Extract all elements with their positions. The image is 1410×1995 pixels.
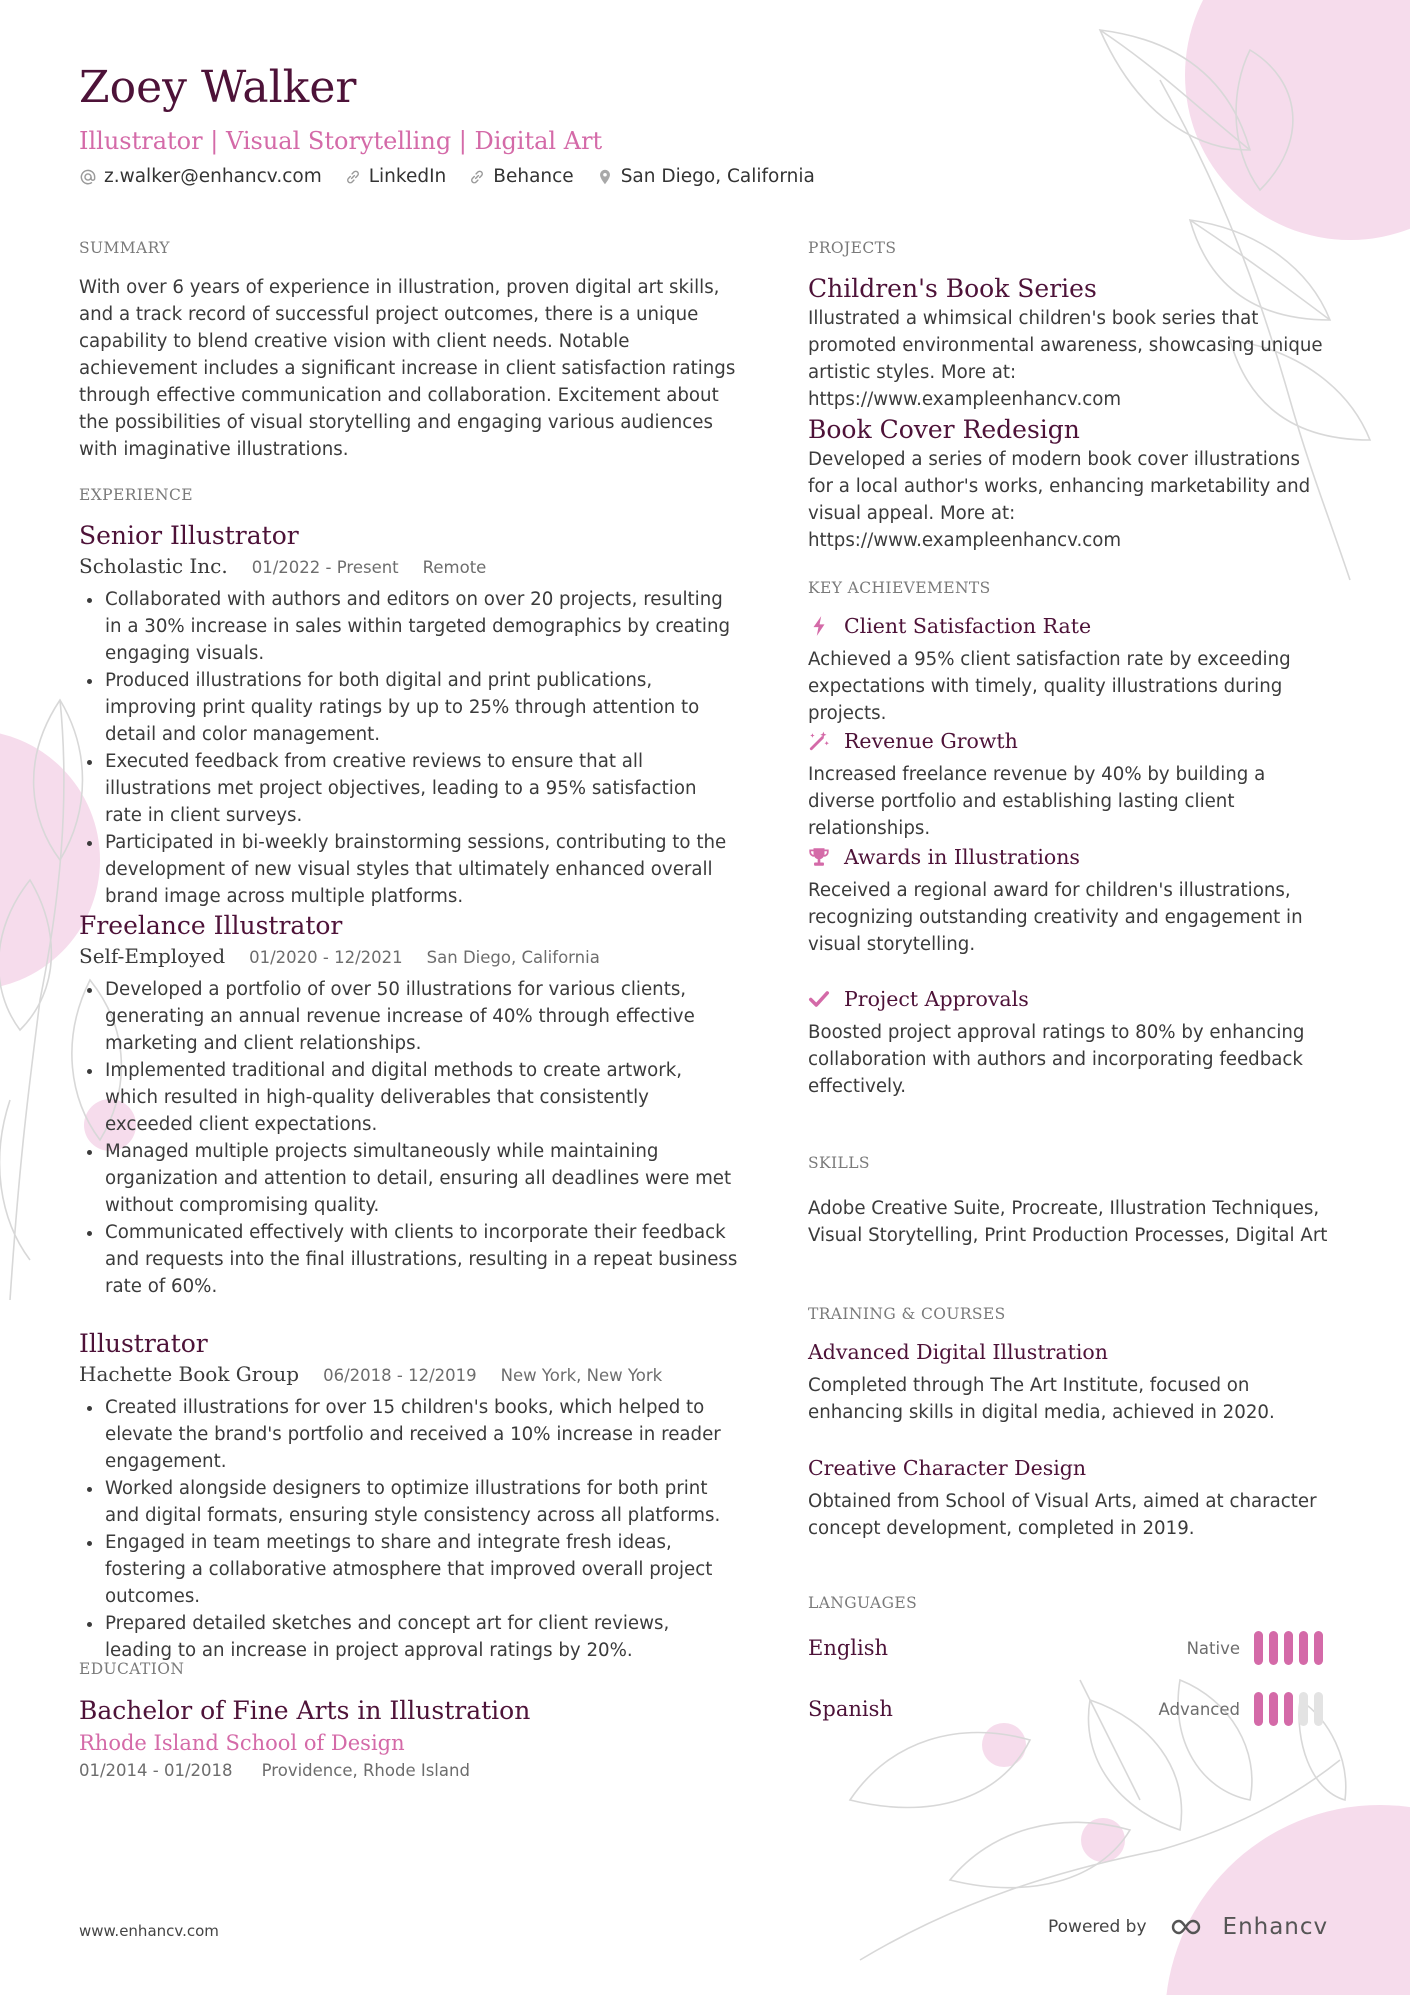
job-bullet: Engaged in team meetings to share and integrate fresh ideas, fostering a collaborative atmosphere that improved overall project outcomes. [105,1529,739,1610]
decor-circle-top-right [1185,0,1410,240]
checkmark-icon [808,988,830,1010]
candidate-subtitle: Illustrator | Visual Storytelling | Digital Art [79,127,603,155]
job-dates: 06/2018 - 12/2019 [323,1366,477,1385]
contact-behance-text: Behance [493,166,574,187]
job-bullet: Created illustrations for over 15 children's books, which helped to elevate the brand's portfolio and received a 10% increase in reader engagement. [105,1394,739,1475]
job-bullet: Produced illustrations for both digital and print publications, improving print quality ratings by up to 25% through attention to detail and color management. [105,667,739,748]
job-dates: 01/2020 - 12/2021 [249,948,403,967]
contact-linkedin[interactable] [344,166,447,187]
rating-bar [1299,1631,1308,1665]
summary-text: With over 6 years of experience in illustration, proven digital art skills, and a track record of successful project outcomes, there is a unique capability to blend creative vision with client needs. Notable achievement includes a significant increase in client satisfaction ratings through effective communication and collaboration. Excitement about the possibilities of visual storytelling and engaging various audiences with imaginative illustrations. [79,277,736,460]
job-title: Senior Illustrator [79,521,299,550]
job-entry [79,1328,739,1664]
powered-by-label: Powered by [1048,1917,1147,1937]
contact-email-text: z.walker@enhancv.com [104,166,322,187]
link-icon [344,168,362,186]
achievement-title: Revenue Growth [844,729,1018,753]
language-row-spanish [808,1692,1323,1726]
job-location: Remote [422,558,487,577]
achievement-title: Project Approvals [844,987,1029,1011]
language-rating [1254,1692,1323,1726]
job-bullets [79,1394,739,1664]
course-entry [808,1454,1328,1542]
brand-name: Enhancv [1222,1914,1329,1940]
training-section-title: TRAINING & COURSES [808,1305,1006,1323]
rating-bar [1314,1692,1323,1726]
job-title: Illustrator [79,1329,208,1358]
rating-bar [1284,1631,1293,1665]
skills-section-title: SKILLS [808,1154,870,1172]
job-bullet: Communicated effectively with clients to incorporate their feedback and requests into the final illustrations, resulting in a repeat business rate of 60%. [105,1219,739,1300]
languages-section-title: LANGUAGES [808,1594,918,1612]
contact-location-text: San Diego, California [620,166,815,187]
education-degree: Bachelor of Fine Arts in Illustration [79,1696,531,1725]
language-level: Native [1186,1638,1240,1658]
job-bullet: Managed multiple projects simultaneously while maintaining organization and attention to detail, ensuring all deadlines were met without compromising quality. [105,1138,739,1219]
project-text: Illustrated a whimsical children's book series that promoted environmental awareness, showcasing unique artistic styles. More at: https://www.exampleenhancv.com [808,308,1323,410]
job-company: Self-Employed [79,944,226,968]
achievement-text: Achieved a 95% client satisfaction rate by exceeding expectations with timely, quality illustrations during projects. [808,649,1291,724]
location-pin-icon [596,168,614,186]
achievements-section-title: KEY ACHIEVEMENTS [808,579,991,597]
job-bullet: Collaborated with authors and editors on over 20 projects, resulting in a 30% increase in sales within targeted demographics by creating engaging visuals. [105,586,739,667]
footer-website-link[interactable]: www.enhancv.com [79,1922,219,1940]
rating-bar [1299,1692,1308,1726]
project-entry [808,273,1328,413]
education-section-title: EDUCATION [79,1660,185,1678]
rating-bar [1269,1631,1278,1665]
project-title: Book Cover Redesign [808,415,1080,444]
language-rating [1254,1631,1323,1665]
achievement-text: Received a regional award for children's illustrations, recognizing outstanding creativity and engagement in visual storytelling. [808,880,1303,955]
contact-linkedin-text: LinkedIn [368,166,447,187]
rating-bar [1254,1692,1263,1726]
brand-logo[interactable] [1165,1914,1329,1940]
education-entry [79,1695,739,1780]
job-bullets [79,976,739,1300]
job-company: Hachette Book Group [79,1362,300,1386]
achievement-text: Increased freelance revenue by 40% by building a diverse portfolio and establishing lasting client relationships. [808,764,1266,839]
job-bullet: Executed feedback from creative reviews to ensure that all illustrations met project objectives, leading to a 95% satisfaction rate in client surveys. [105,748,739,829]
skills-section [808,1195,1328,1249]
achievement-item [808,729,1328,842]
contact-email[interactable] [79,166,322,187]
course-text: Completed through The Art Institute, focused on enhancing skills in digital media, achieved in 2020. [808,1375,1275,1423]
language-name: Spanish [808,1697,893,1721]
job-title: Freelance Illustrator [79,911,343,940]
achievement-item [808,845,1328,958]
lightning-bolt-icon [808,615,830,637]
education-location: Providence, Rhode Island [261,1761,470,1780]
course-title: Creative Character Design [808,1456,1087,1480]
job-bullets [79,586,739,910]
job-bullet: Prepared detailed sketches and concept art for client reviews, leading to an increase in project approval ratings by 20%. [105,1610,739,1664]
job-entry [79,910,739,1300]
achievement-title: Awards in Illustrations [844,845,1080,869]
job-entry [79,520,739,910]
decor-dot-1 [982,1723,1026,1767]
summary-section [79,274,739,463]
powered-by [1048,1914,1328,1940]
achievement-item [808,614,1328,727]
job-location: San Diego, California [426,948,600,967]
rating-bar [1269,1692,1278,1726]
language-name: English [808,1636,889,1660]
rating-bar [1254,1631,1263,1665]
trophy-icon [808,846,830,868]
job-dates: 01/2022 - Present [251,558,399,577]
magic-wand-icon [808,730,830,752]
link-icon [468,168,486,186]
skills-text: Adobe Creative Suite, Procreate, Illustration Techniques, Visual Storytelling, Print Production Processes, Digital Art [808,1198,1328,1246]
achievement-text: Boosted project approval ratings to 80% by enhancing collaboration with authors and incorporating feedback effectively. [808,1022,1305,1097]
project-text: Developed a series of modern book cover illustrations for a local author's works, enhancing marketability and visual appeal. More at: https://www.exampleenhancv.com [808,449,1311,551]
enhancv-logo-icon [1165,1915,1211,1939]
job-location: New York, New York [500,1366,663,1385]
project-entry [808,414,1328,554]
job-company: Scholastic Inc. [79,554,228,578]
job-bullet: Worked alongside designers to optimize illustrations for both print and digital formats, ensuring style consistency across all platforms. [105,1475,739,1529]
project-title: Children's Book Series [808,274,1097,303]
experience-section-title: EXPERIENCE [79,486,193,504]
achievement-title: Client Satisfaction Rate [844,614,1092,638]
at-icon [79,168,97,186]
decor-circle-bottom-right [1165,1805,1410,1995]
language-level: Advanced [1158,1699,1240,1719]
achievement-item [808,987,1328,1100]
summary-section-title: SUMMARY [79,239,170,257]
projects-section-title: PROJECTS [808,239,897,257]
contact-location [596,166,815,187]
candidate-name: Zoey Walker [79,62,357,113]
education-dates: 01/2014 - 01/2018 [79,1761,233,1780]
job-bullet: Developed a portfolio of over 50 illustrations for various clients, generating an annual revenue increase of 40% through effective marketing and client relationships. [105,976,739,1057]
course-entry [808,1338,1328,1426]
rating-bar [1284,1692,1293,1726]
job-bullet: Participated in bi-weekly brainstorming sessions, contributing to the development of new visual styles that ultimately enhanced overall brand image across multiple platforms. [105,829,739,910]
language-row-english [808,1631,1323,1665]
contact-row [79,166,815,187]
rating-bar [1314,1631,1323,1665]
job-bullet: Implemented traditional and digital methods to create artwork, which resulted in high-quality deliverables that consistently exceeded client expectations. [105,1057,739,1138]
course-title: Advanced Digital Illustration [808,1340,1108,1364]
contact-behance[interactable] [468,166,573,187]
education-school: Rhode Island School of Design [79,1731,405,1755]
course-text: Obtained from School of Visual Arts, aimed at character concept development, completed in 2019. [808,1491,1317,1539]
